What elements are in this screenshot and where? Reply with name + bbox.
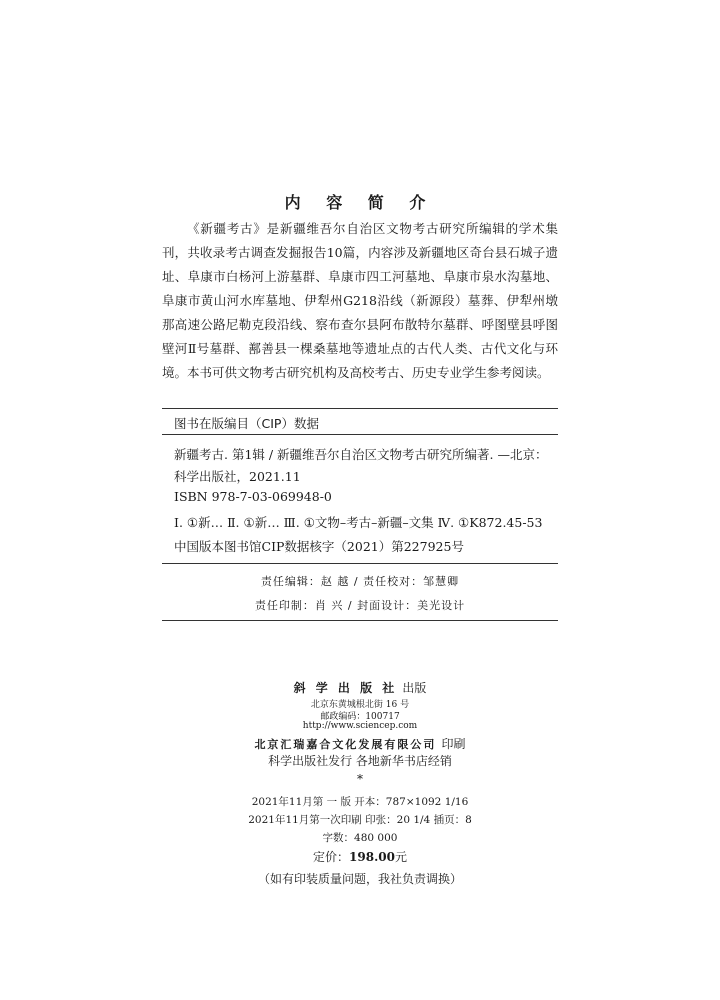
price-unit: 元	[394, 850, 407, 864]
price-value: 198.00	[349, 850, 395, 864]
printing-line: 2021年11月第一次印刷 印张：20 1/4 插页：8	[248, 814, 472, 826]
publisher-url: http://www.sciencep.com	[302, 721, 418, 731]
printer-line	[0, 733, 720, 752]
cip-heading: 图书在版编目（CIP）数据	[174, 416, 319, 431]
summary-paragraph-1: 《新疆考古》是新疆维吾尔自治区文物考古研究所编辑的学术集刊，共收录考古调查发掘报告10篇，内容涉及新疆地区奇台县石城子遗址、阜康市白杨河上游墓群、阜康市四工河墓地、阜康市泉水沟墓地、阜康市黄山河水库墓地、伊犁州G218沿线（新源段）墓葬、伊犁州墩那高速公路尼勒克段沿线、察布查尔县阿布散特尔墓群、呼图壁县呼图壁河Ⅱ号墓群、鄯善县一棵桑墓地等遗址点的古代人类、古代文化与环境。	[162, 221, 558, 380]
publisher-postcode: 邮政编码：100717	[320, 712, 400, 722]
publisher-suffix: 出版	[402, 681, 427, 695]
cip-line-classification: Ⅰ. ①新… Ⅱ. ①新… Ⅲ. ①文物–考古–新疆–文集 Ⅳ. ①K872.45-53	[174, 515, 543, 530]
staff-production-line: 责任印制：肖 兴 / 封面设计：美光设计	[254, 599, 466, 612]
price-label: 定价：	[313, 850, 350, 864]
publisher-name: 斜 学 出 版 社	[293, 681, 398, 695]
distribution-line: 科学出版社发行 各地新华书店经销	[268, 754, 452, 768]
printer-suffix: 印刷	[441, 737, 466, 751]
publisher-address: 北京东黄城根北街 16 号	[310, 700, 410, 710]
staff-bottom-rule	[162, 620, 558, 621]
quality-notice: （如有印装质量问题，我社负责调换）	[257, 872, 462, 886]
staff-editors-line: 责任编辑：赵 越 / 责任校对：邹慧卿	[260, 575, 460, 588]
content-summary-title: 内 容 简 介	[284, 193, 436, 212]
cip-bottom-rule	[162, 563, 558, 564]
cip-divider	[162, 434, 558, 435]
price-line	[0, 848, 720, 865]
edition-line: 2021年11月第 一 版 开本：787×1092 1/16	[251, 796, 469, 808]
cip-line-isbn: ISBN 978-7-03-069948-0	[174, 489, 332, 504]
separator-asterisk: *	[357, 772, 363, 786]
cip-line-title: 新疆考古. 第1辑 / 新疆维吾尔自治区文物考古研究所编著. —北京：	[174, 447, 548, 462]
printer-name: 北京汇瑞嘉合文化发展有限公司	[254, 738, 437, 751]
cip-line-publisher: 科学出版社，2021.11	[174, 469, 301, 484]
cip-top-rule	[162, 408, 558, 409]
word-count: 字数：480 000	[322, 832, 398, 844]
cip-line-record-number: 中国版本图书馆CIP数据核字（2021）第227925号	[174, 539, 464, 554]
summary-paragraph-2: 本书可供文物考古研究机构及高校考古、历史专业学生参考阅读。	[187, 365, 550, 380]
publisher-line	[0, 677, 720, 696]
